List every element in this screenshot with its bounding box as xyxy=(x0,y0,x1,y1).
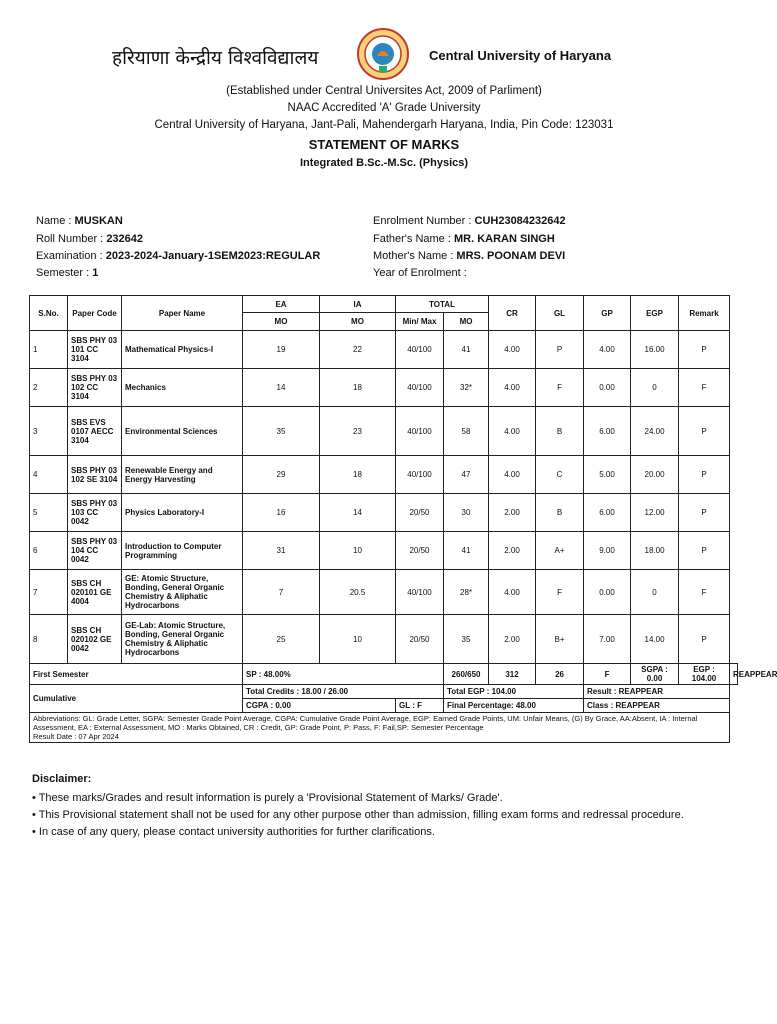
header-ea-mo: MO xyxy=(243,313,320,331)
cell-sno: 2 xyxy=(30,369,68,407)
cell-ea-mo: 7 xyxy=(243,570,320,615)
header-total: TOTAL xyxy=(396,296,489,313)
cell-paper-code: SBS PHY 03 102 SE 3104 xyxy=(68,456,122,494)
cell-gp: 4.00 xyxy=(584,331,631,369)
cumulative-total-egp: Total EGP : 104.00 xyxy=(444,685,584,699)
table-row xyxy=(30,494,738,532)
student-name: Name : MUSKAN xyxy=(36,215,123,227)
cell-egp: 18.00 xyxy=(631,532,679,570)
cell-cr: 4.00 xyxy=(489,331,536,369)
cell-remark: P xyxy=(679,615,730,664)
cell-remark: F xyxy=(679,369,730,407)
header-minmax: Min/ Max xyxy=(396,313,444,331)
cell-cr: 2.00 xyxy=(489,532,536,570)
header-paper-code: Paper Code xyxy=(68,296,122,331)
cell-sno: 3 xyxy=(30,407,68,456)
semester-sgpa: SGPA : 0.00 xyxy=(631,664,679,685)
cell-gl: B xyxy=(536,494,584,532)
cell-sno: 8 xyxy=(30,615,68,664)
cell-paper-code: SBS PHY 03 101 CC 3104 xyxy=(68,331,122,369)
cell-ea-mo: 31 xyxy=(243,532,320,570)
header-remark: Remark xyxy=(679,296,730,331)
abbreviations xyxy=(30,713,730,743)
document-title: STATEMENT OF MARKS xyxy=(308,137,460,152)
cell-sno: 5 xyxy=(30,494,68,532)
cell-cr: 2.00 xyxy=(489,494,536,532)
cell-sno: 1 xyxy=(30,331,68,369)
table-row xyxy=(30,570,738,615)
cell-gl: F xyxy=(536,369,584,407)
cumulative-class: Class : REAPPEAR xyxy=(584,699,730,713)
cell-remark: F xyxy=(679,570,730,615)
cell-sno: 6 xyxy=(30,532,68,570)
cell-gl: A+ xyxy=(536,532,584,570)
disclaimer-item: • In case of any query, please contact university authorities for further clarifications. xyxy=(32,826,435,838)
cell-gl: B+ xyxy=(536,615,584,664)
cell-remark: P xyxy=(679,456,730,494)
cell-egp: 20.00 xyxy=(631,456,679,494)
header-total-mo: MO xyxy=(444,313,489,331)
year-of-enrolment: Year of Enrolment : xyxy=(373,267,467,279)
cell-egp: 16.00 xyxy=(631,331,679,369)
header-ia: IA xyxy=(320,296,396,313)
table-row xyxy=(30,331,738,369)
semester-minmax: 260/650 xyxy=(444,664,489,685)
header-gp: GP xyxy=(584,296,631,331)
semester-sp: SP : 48.00% xyxy=(243,664,444,685)
table-row xyxy=(30,456,738,494)
cell-gl: C xyxy=(536,456,584,494)
cell-cr: 4.00 xyxy=(489,369,536,407)
cell-ea-mo: 29 xyxy=(243,456,320,494)
cell-paper-name: Environmental Sciences xyxy=(122,407,243,456)
cumulative-final-percentage: Final Percentage: 48.00 xyxy=(444,699,584,713)
header-ea: EA xyxy=(243,296,320,313)
address-line: Central University of Haryana, Jant-Pali, Mahendergarh Haryana, India, Pin Code: 123031 xyxy=(154,119,614,131)
cell-gl: B xyxy=(536,407,584,456)
cell-paper-code: SBS PHY 03 104 CC 0042 xyxy=(68,532,122,570)
semester: Semester : 1 xyxy=(36,267,99,279)
cell-gp: 6.00 xyxy=(584,494,631,532)
father-name: Father's Name : MR. KARAN SINGH xyxy=(373,233,555,245)
cell-min-max: 20/50 xyxy=(396,532,444,570)
cell-paper-code: SBS CH 020102 GE 0042 xyxy=(68,615,122,664)
established-line: (Established under Central Universites Act, 2009 of Parliment) xyxy=(226,85,542,97)
cell-gp: 0.00 xyxy=(584,570,631,615)
semester-label: First Semester xyxy=(30,664,243,685)
cell-ia-mo: 10 xyxy=(320,615,396,664)
header-egp: EGP xyxy=(631,296,679,331)
cumulative-total-credits: Total Credits : 18.00 / 26.00 xyxy=(243,685,444,699)
cell-ia-mo: 18 xyxy=(320,369,396,407)
cell-paper-code: SBS EVS 0107 AECC 3104 xyxy=(68,407,122,456)
semester-egp: EGP : 104.00 xyxy=(679,664,730,685)
cell-gl: F xyxy=(536,570,584,615)
cell-paper-name: Mechanics xyxy=(122,369,243,407)
cell-sno: 4 xyxy=(30,456,68,494)
cell-gp: 5.00 xyxy=(584,456,631,494)
program-title: Integrated B.Sc.-M.Sc. (Physics) xyxy=(299,157,469,169)
table-row xyxy=(30,407,738,456)
result-date: Result Date : 07 Apr 2024 xyxy=(33,732,119,741)
header-gl: GL xyxy=(536,296,584,331)
cell-ia-mo: 23 xyxy=(320,407,396,456)
cell-ea-mo: 25 xyxy=(243,615,320,664)
cumulative-label: Cumulative xyxy=(30,685,243,713)
cumulative-cgpa: CGPA : 0.00 xyxy=(243,699,396,713)
cell-gp: 7.00 xyxy=(584,615,631,664)
cell-min-max: 40/100 xyxy=(396,369,444,407)
cell-remark: P xyxy=(679,494,730,532)
cell-ia-mo: 22 xyxy=(320,331,396,369)
cell-min-max: 20/50 xyxy=(396,615,444,664)
cell-ia-mo: 20.5 xyxy=(320,570,396,615)
cell-egp: 14.00 xyxy=(631,615,679,664)
cell-cr: 4.00 xyxy=(489,570,536,615)
cell-total-mo: 58 xyxy=(444,407,489,456)
cell-min-max: 40/100 xyxy=(396,570,444,615)
disclaimer-item: • These marks/Grades and result information is purely a 'Provisional Statement of Marks/ Grade'. xyxy=(32,792,503,804)
cell-ia-mo: 18 xyxy=(320,456,396,494)
cell-gp: 9.00 xyxy=(584,532,631,570)
cell-paper-name: GE-Lab: Atomic Structure, Bonding, General Organic Chemistry & Aliphatic Hydrocarbons xyxy=(122,615,243,664)
cell-gp: 6.00 xyxy=(584,407,631,456)
cell-egp: 0 xyxy=(631,369,679,407)
table-row xyxy=(30,532,738,570)
cell-paper-name: Physics Laboratory-I xyxy=(122,494,243,532)
cumulative-result: Result : REAPPEAR xyxy=(584,685,730,699)
cell-remark: P xyxy=(679,331,730,369)
cell-egp: 0 xyxy=(631,570,679,615)
cell-min-max: 40/100 xyxy=(396,407,444,456)
cell-min-max: 40/100 xyxy=(396,331,444,369)
cell-cr: 4.00 xyxy=(489,456,536,494)
disclaimer-title: Disclaimer: xyxy=(32,773,92,785)
header-ia-mo: MO xyxy=(320,313,396,331)
cell-min-max: 40/100 xyxy=(396,456,444,494)
cell-paper-name: Introduction to Computer Programming xyxy=(122,532,243,570)
university-logo-icon xyxy=(357,28,409,80)
cell-paper-name: Renewable Energy and Energy Harvesting xyxy=(122,456,243,494)
cell-gp: 0.00 xyxy=(584,369,631,407)
cell-total-mo: 35 xyxy=(444,615,489,664)
cell-total-mo: 41 xyxy=(444,331,489,369)
semester-mo: 312 xyxy=(489,664,536,685)
cell-ea-mo: 14 xyxy=(243,369,320,407)
cell-cr: 4.00 xyxy=(489,407,536,456)
cell-gl: P xyxy=(536,331,584,369)
cell-total-mo: 47 xyxy=(444,456,489,494)
semester-cr: 26 xyxy=(536,664,584,685)
roll-number: Roll Number : 232642 xyxy=(36,233,144,245)
cell-ea-mo: 35 xyxy=(243,407,320,456)
table-row xyxy=(30,369,738,407)
cell-ea-mo: 16 xyxy=(243,494,320,532)
cell-sno: 7 xyxy=(30,570,68,615)
semester-gl: F xyxy=(584,664,631,685)
enrolment-number: Enrolment Number : CUH23084232642 xyxy=(373,215,566,227)
cell-ia-mo: 10 xyxy=(320,532,396,570)
university-name-english: Central University of Haryana xyxy=(429,48,612,63)
cell-total-mo: 32* xyxy=(444,369,489,407)
disclaimer-item: • This Provisional statement shall not be used for any other purpose other than admission, filling exam forms and redressal procedure. xyxy=(32,809,684,821)
table-row xyxy=(30,615,738,664)
marks-table xyxy=(29,295,777,743)
cell-min-max: 20/50 xyxy=(396,494,444,532)
cell-total-mo: 30 xyxy=(444,494,489,532)
accreditation-line: NAAC Accredited 'A' Grade University xyxy=(287,102,481,114)
cell-total-mo: 41 xyxy=(444,532,489,570)
cumulative-gl: GL : F xyxy=(396,699,444,713)
cell-ea-mo: 19 xyxy=(243,331,320,369)
cell-remark: P xyxy=(679,407,730,456)
cell-paper-code: SBS CH 020101 GE 4004 xyxy=(68,570,122,615)
cell-paper-code: SBS PHY 03 103 CC 0042 xyxy=(68,494,122,532)
university-name-hindi: हरियाणा केन्द्रीय विश्वविद्यालय xyxy=(112,47,319,69)
header-paper-name: Paper Name xyxy=(122,296,243,331)
cell-egp: 24.00 xyxy=(631,407,679,456)
header-cr: CR xyxy=(489,296,536,331)
cell-paper-name: GE: Atomic Structure, Bonding, General Organic Chemistry & Aliphatic Hydrocarbons xyxy=(122,570,243,615)
abbreviations-text: Abbreviations: GL: Grade Letter, SGPA: Semester Grade Point Average, CGPA: Cumulative Grade Point Average, EGP: Earned Grade Points, UM: Unfair Means, (G) By Grace, AA:Absent, IA : Internal Assessment, EA : External Assessment, MO : Marks Obtained, CR : Credit, GP: Grade Point, P: Pass, F: Fail,SP: Semester Percentage xyxy=(33,714,698,732)
mother-name: Mother's Name : MRS. POONAM DEVI xyxy=(373,250,566,262)
cell-egp: 12.00 xyxy=(631,494,679,532)
examination: Examination : 2023-2024-January-1SEM2023:REGULAR xyxy=(36,250,321,262)
cell-cr: 2.00 xyxy=(489,615,536,664)
cell-remark: P xyxy=(679,532,730,570)
cell-total-mo: 28* xyxy=(444,570,489,615)
semester-remark: REAPPEAR xyxy=(730,664,738,685)
cell-ia-mo: 14 xyxy=(320,494,396,532)
header-sno: S.No. xyxy=(30,296,68,331)
cell-paper-name: Mathematical Physics-I xyxy=(122,331,243,369)
cell-paper-code: SBS PHY 03 102 CC 3104 xyxy=(68,369,122,407)
